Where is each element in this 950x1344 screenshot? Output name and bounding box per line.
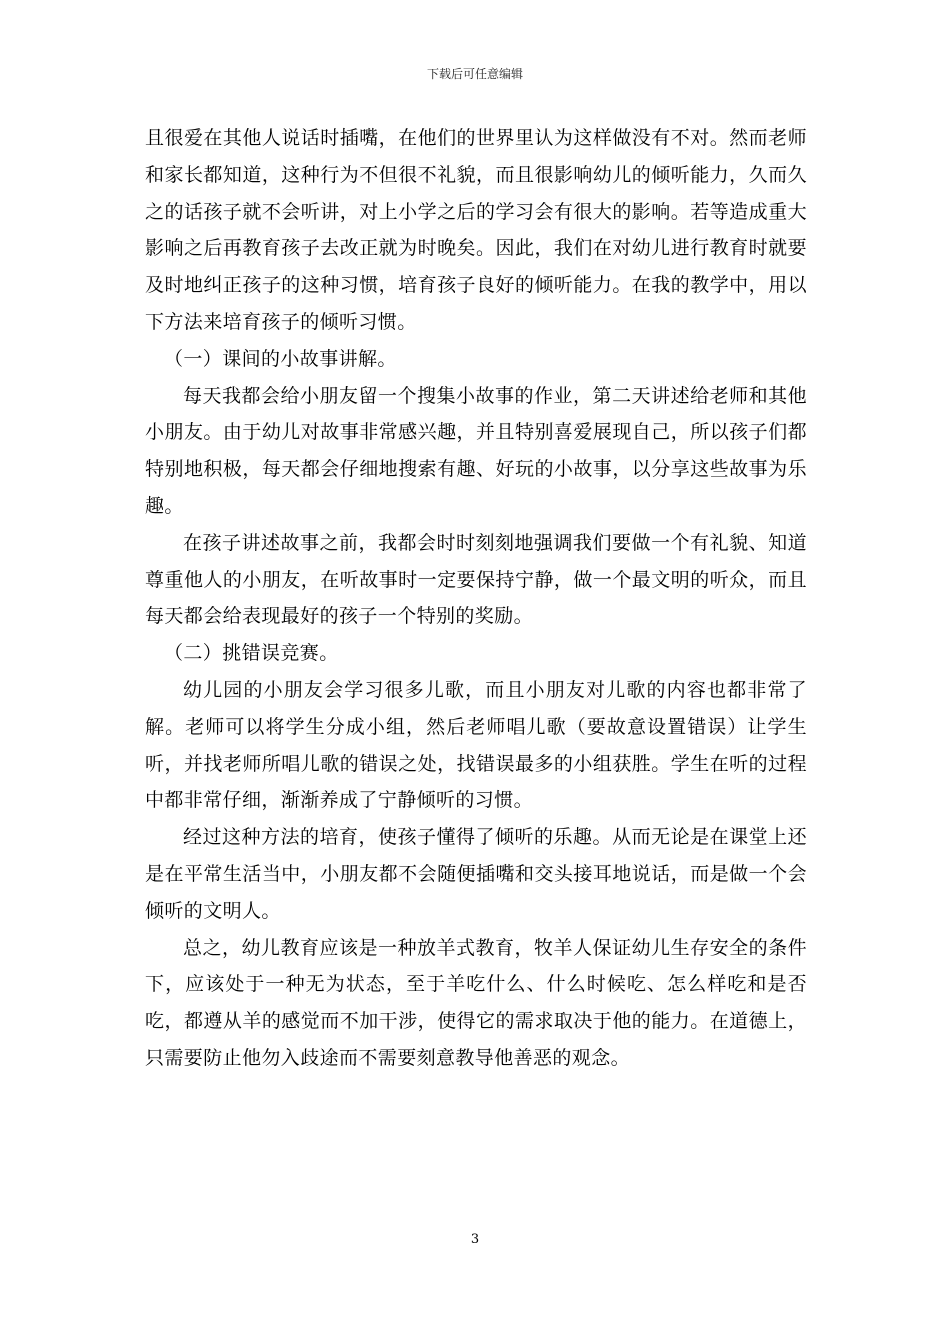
- section-heading-2: （二）挑错误竞赛。: [164, 642, 339, 665]
- paragraph: 经过这种方法的培育，使孩子懂得了倾听的乐趣。从而无论是在课堂上还是在平常生活当中，小朋友都不会随便插嘴和交头接耳地说话，而是做一个会倾听的文明人。: [145, 826, 807, 922]
- page-header: 下载后可任意编辑: [426, 67, 523, 81]
- document-body: [145, 120, 807, 1077]
- paragraph-continuation: 且很爱在其他人说话时插嘴，在他们的世界里认为这样做没有不对。然而老师和家长都知道，这种行为不但很不礼貌，而且很影响幼儿的倾听能力，久而久之的话孩子就不会听讲，对上小学之后的学习会有很大的影响。若等造成重大影响之后再教育孩子去改正就为时晚矣。因此，我们在对幼儿进行教育时就要及时地纠正孩子的这种习惯，培育孩子良好的倾听能力。在我的教学中，用以下方法来培育孩子的倾听习惯。: [145, 127, 807, 333]
- page-number: 3: [470, 1232, 480, 1247]
- section-heading-1: （一）课间的小故事讲解。: [164, 347, 397, 370]
- paragraph: 每天我都会给小朋友留一个搜集小故事的作业，第二天讲述给老师和其他小朋友。由于幼儿对故事非常感兴趣，并且特别喜爱展现自己，所以孩子们都特别地积极，每天都会仔细地搜索有趣、好玩的小故事，以分享这些故事为乐趣。: [145, 384, 807, 517]
- paragraph: 在孩子讲述故事之前，我都会时时刻刻地强调我们要做一个有礼貌、知道尊重他人的小朋友，在听故事时一定要保持宁静，做一个最文明的听众，而且每天都会给表现最好的孩子一个特别的奖励。: [145, 531, 807, 628]
- paragraph: 总之，幼儿教育应该是一种放羊式教育，牧羊人保证幼儿生存安全的条件下，应该处于一种无为状态，至于羊吃什么、什么时候吃、怎么样吃和是否吃，都遵从羊的感觉而不加干涉，使得它的需求取决于他的能力。在道德上，只需要防止他勿入歧途而不需要刻意教导他善恶的观念。: [145, 936, 807, 1069]
- paragraph: 幼儿园的小朋友会学习很多儿歌，而且小朋友对儿歌的内容也都非常了解。老师可以将学生分成小组，然后老师唱儿歌（要故意设置错误）让学生听，并找老师所唱儿歌的错误之处，找错误最多的小组获胜。学生在听的过程中都非常仔细，渐渐养成了宁静倾听的习惯。: [145, 678, 807, 812]
